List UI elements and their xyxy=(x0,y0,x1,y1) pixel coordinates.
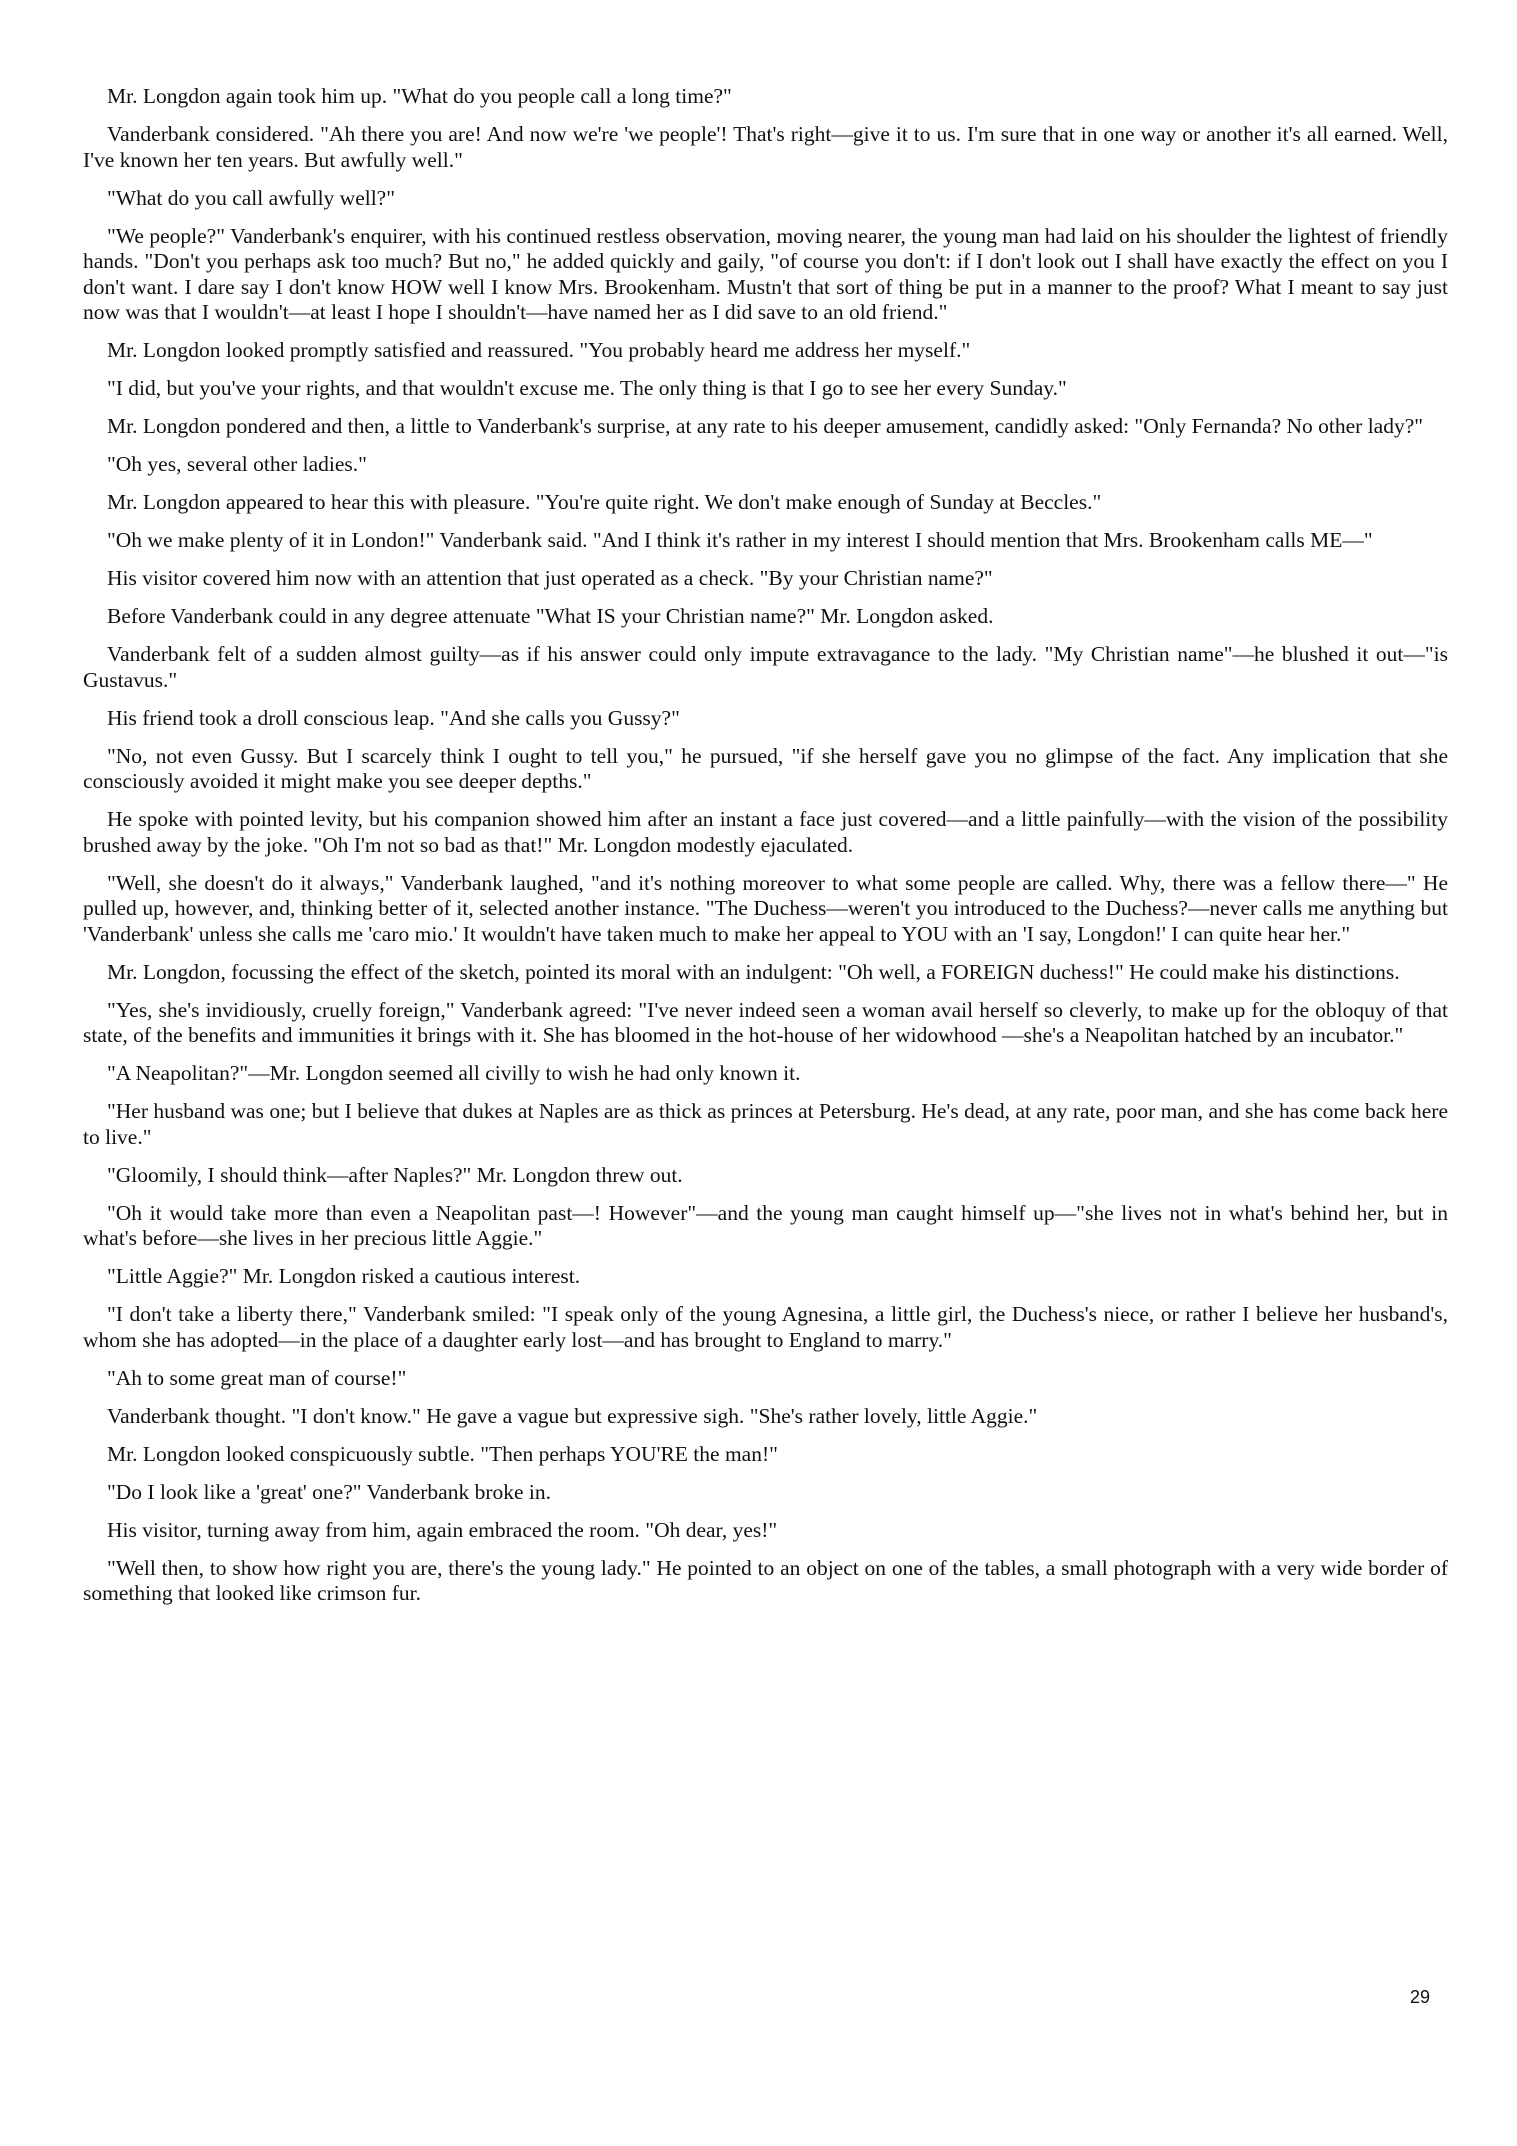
paragraph: Mr. Longdon again took him up. "What do you people call a long time?" xyxy=(107,84,732,108)
paragraph: Before Vanderbank could in any degree attenuate "What IS your Christian name?" Mr. Longdon asked. xyxy=(107,604,994,628)
paragraph: His visitor covered him now with an attention that just operated as a check. "By your Christian name?" xyxy=(107,566,993,590)
paragraph: "Oh we make plenty of it in London!" Vanderbank said. "And I think it's rather in my interest I should mention that Mrs. Brookenham calls ME—" xyxy=(107,528,1373,552)
paragraph: "Ah to some great man of course!" xyxy=(107,1365,407,1390)
page-body xyxy=(83,84,1448,1619)
paragraph: Mr. Longdon, focussing the effect of the sketch, pointed its moral with an indulgent: "Oh well, a FOREIGN duchess!" He could make his distinctions. xyxy=(107,959,1400,984)
paragraph: "I did, but you've your rights, and that wouldn't excuse me. The only thing is that I go to see her every Sunday." xyxy=(107,376,1067,400)
paragraph: "Well, she doesn't do it always," Vanderbank laughed, "and it's nothing moreover to what some people are called. Why, there was a fellow there—" He pulled up, however, and, thinking better of it, selected another instance. "The Duchess—weren't you introduced to the Duchess?—never calls me anything but 'Vanderbank' unless she calls me 'caro mio.' It wouldn't have taken much to make her appeal to YOU with an 'I say, Longdon!' I can quite hear her." xyxy=(83,870,1448,946)
paragraph: Vanderbank felt of a sudden almost guilty—as if his answer could only impute extravagance to the lady. "My Christian name"—he blushed it out—"is Gustavus." xyxy=(83,642,1448,692)
paragraph: His friend took a droll conscious leap. "And she calls you Gussy?" xyxy=(107,705,680,730)
paragraph: "Oh yes, several other ladies." xyxy=(107,452,367,476)
paragraph: "Yes, she's invidiously, cruelly foreign," Vanderbank agreed: "I've never indeed seen a woman avail herself so cleverly, to make up for the obloquy of that state, of the benefits and immunities it brings with it. She has bloomed in the hot-house of her widowhood —she's a Neapolitan hatched by an incubator." xyxy=(83,997,1448,1047)
paragraph: Vanderbank thought. "I don't know." He gave a vague but expressive sigh. "She's rather lovely, little Aggie." xyxy=(107,1403,1038,1428)
paragraph: Mr. Longdon looked conspicuously subtle. "Then perhaps YOU'RE the man!" xyxy=(107,1441,778,1466)
paragraph: His visitor, turning away from him, again embraced the room. "Oh dear, yes!" xyxy=(107,1517,778,1542)
paragraph: "Do I look like a 'great' one?" Vanderbank broke in. xyxy=(107,1479,552,1504)
paragraph: "Well then, to show how right you are, there's the young lady." He pointed to an object on one of the tables, a small photograph with a very wide border of something that looked like crimson fur. xyxy=(83,1555,1448,1605)
paragraph: "We people?" Vanderbank's enquirer, with his continued restless observation, moving nearer, the young man had laid on his shoulder the lightest of friendly hands. "Don't you perhaps ask too much? But no," he added quickly and gaily, "of course you don't: if I don't look out I shall have exactly the effect on you I don't want. I dare say I don't know HOW well I know Mrs. Brookenham. Mustn't that sort of thing be put in a manner to the proof? What I meant to say just now was that I wouldn't—at least I hope I shouldn't—have named her as I did save to an old friend." xyxy=(83,223,1448,324)
paragraph: "Little Aggie?" Mr. Longdon risked a cautious interest. xyxy=(107,1264,581,1288)
paragraph: Mr. Longdon pondered and then, a little to Vanderbank's surprise, at any rate to his deeper amusement, candidly asked: "Only Fernanda? No other lady?" xyxy=(107,414,1424,438)
paragraph: "No, not even Gussy. But I scarcely think I ought to tell you," he pursued, "if she herself gave you no glimpse of the fact. Any implication that she consciously avoided it might make you see deeper depths." xyxy=(83,743,1448,793)
paragraph: Vanderbank considered. "Ah there you are! And now we're 'we people'! That's right—give it to us. I'm sure that in one way or another it's all earned. Well, I've known her ten years. But awfully well." xyxy=(83,122,1448,172)
paragraph: "A Neapolitan?"—Mr. Longdon seemed all civilly to wish he had only known it. xyxy=(107,1061,801,1085)
paragraph: "Oh it would take more than even a Neapolitan past—! However"—and the young man caught himself up—"she lives not in what's behind her, but in what's before—she lives in her precious little Aggie." xyxy=(83,1200,1448,1250)
paragraph: He spoke with pointed levity, but his companion showed him after an instant a face just covered—and a little painfully—with the vision of the possibility brushed away by the joke. "Oh I'm not so bad as that!" Mr. Longdon modestly ejaculated. xyxy=(83,807,1448,857)
paragraph: "Gloomily, I should think—after Naples?" Mr. Longdon threw out. xyxy=(107,1162,683,1187)
paragraph: Mr. Longdon looked promptly satisfied and reassured. "You probably heard me address her myself." xyxy=(107,338,971,362)
page-number: 29 xyxy=(1410,1987,1431,2007)
paragraph: "I don't take a liberty there," Vanderbank smiled: "I speak only of the young Agnesina, a little girl, the Duchess's niece, or rather I believe her husband's, whom she has adopted—in the place of a daughter early lost—and has brought to England to marry." xyxy=(83,1302,1448,1352)
paragraph: "Her husband was one; but I believe that dukes at Naples are as thick as princes at Petersburg. He's dead, at any rate, poor man, and she has come back here to live." xyxy=(83,1099,1448,1149)
paragraph: "What do you call awfully well?" xyxy=(107,185,396,210)
paragraph: Mr. Longdon appeared to hear this with pleasure. "You're quite right. We don't make enough of Sunday at Beccles." xyxy=(107,490,1102,514)
